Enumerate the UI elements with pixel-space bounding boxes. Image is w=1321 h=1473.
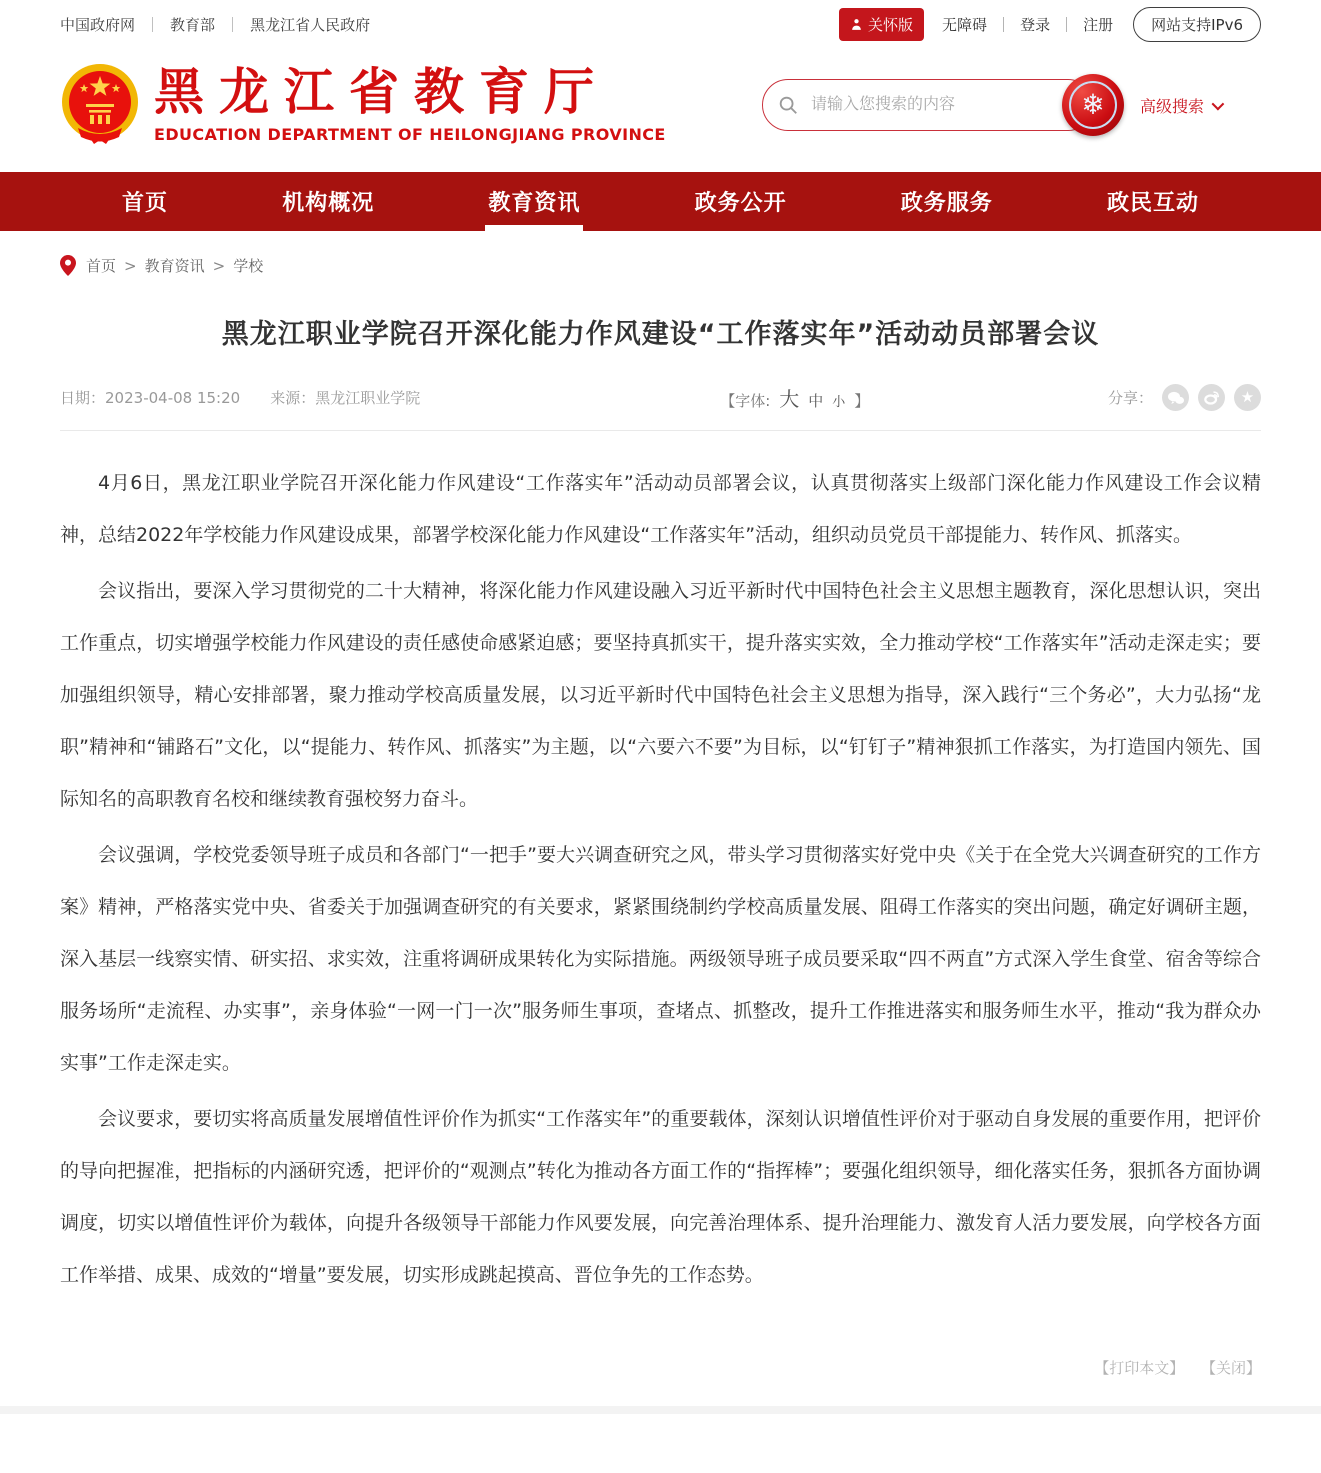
site-title: 黑龙江省教育厅: [154, 62, 609, 121]
font-size-large-button[interactable]: 大: [779, 387, 800, 411]
link-ministry-education[interactable]: 教育部: [170, 15, 216, 34]
location-pin-icon: [60, 255, 76, 276]
search-input[interactable]: [762, 79, 1094, 131]
source-label: 来源：: [270, 389, 316, 407]
breadcrumb-separator: >: [212, 256, 226, 275]
article-body: [60, 457, 1261, 1301]
article-date: 2023-04-08 15:20: [105, 388, 241, 407]
date-label: 日期：: [60, 389, 106, 407]
site-logo[interactable]: [60, 62, 666, 148]
breadcrumb-home[interactable]: 首页: [86, 257, 117, 275]
article-source: 黑龙江职业学院: [315, 389, 421, 407]
article-meta-bar: [60, 383, 1261, 431]
site-title-block: [154, 62, 666, 145]
primary-nav: [0, 172, 1321, 231]
nav-item-organization[interactable]: 机构概况: [282, 191, 375, 216]
ipv6-support-badge[interactable]: 网站支持IPv6: [1133, 7, 1261, 42]
gov-links: [60, 14, 370, 35]
site-header: [60, 48, 1261, 172]
top-utility-bar: [60, 0, 1261, 48]
link-heilongjiang-gov[interactable]: 黑龙江省人民政府: [250, 15, 371, 34]
font-widget-open: 【字体:: [720, 392, 771, 410]
snowflake-icon: ❄: [1069, 81, 1117, 129]
nav-item-public-interaction[interactable]: 政民互动: [1106, 191, 1199, 216]
article-paragraph: 会议要求，要切实将高质量发展增值性评价作为抓实“工作落实年”的重要载体，深刻认识增值性评价对于驱动自身发展的重要作用，把评价的导向把握准，把指标的内涵研究透，把评价的“观测点”转化为推动各方面工作的“指挥棒”；要强化组织领导，细化落实任务，狠抓各方面协调调度，切实以增值性评价为载体，向提升各级领导干部能力作风要发展，向完善治理体系、提升治理能力、激发育人活力要发展，向学校各方面工作举措、成果、成效的“增量”要发展，切实形成跳起摸高、晋位争先的工作态势。: [60, 1108, 1261, 1286]
article-title: 黑龙江职业学院召开深化能力作风建设“工作落实年”活动动员部署会议: [221, 319, 1100, 350]
site-subtitle: EDUCATION DEPARTMENT OF HEILONGJIANG PROVINCE: [154, 125, 666, 145]
accessibility-link[interactable]: 无障碍: [942, 15, 988, 34]
article: [60, 312, 1261, 1378]
link-separator: ｜: [225, 15, 241, 34]
chevron-down-icon: [1212, 97, 1225, 110]
wechat-icon[interactable]: [1162, 384, 1189, 411]
article-paragraph: 会议强调，学校党委领导班子成员和各部门“一把手”要大兴调查研究之风，带头学习贯彻落实好党中央《关于在全党大兴调查研究的工作方案》精神，严格落实党中央、省委关于加强调查研究的有关要求，紧紧围绕制约学校高质量发展、阻碍工作落实的突出问题，确定好调研主题，深入基层一线察实情、研实招、求实效，注重将调研成果转化为实际措施。两级领导班子成员要采取“四不两直”方式深入学生食堂、宿舍等综合服务场所“走流程、办实事”，亲身体验“一网一门一次”服务师生事项，查堵点、抓整改，提升工作推进落实和服务师生水平，推动“我为群众办实事”工作走深走实。: [60, 844, 1261, 1074]
breadcrumb: [60, 255, 1261, 276]
weibo-icon[interactable]: [1198, 384, 1225, 411]
share-label: 分享：: [1107, 389, 1153, 407]
nav-item-education-news[interactable]: 教育资讯: [488, 172, 580, 231]
advanced-search-label: 高级搜索: [1139, 96, 1204, 116]
nav-item-gov-services[interactable]: 政务服务: [900, 191, 993, 216]
font-size-medium-button[interactable]: 中: [808, 392, 824, 410]
national-emblem-logo: [60, 62, 140, 148]
font-widget-close: 】: [854, 392, 870, 410]
person-icon: [850, 18, 863, 31]
link-china-gov[interactable]: 中国政府网: [60, 15, 136, 34]
breadcrumb-separator: >: [124, 256, 137, 275]
font-size-widget: [720, 383, 869, 412]
nav-item-gov-disclosure[interactable]: 政务公开: [694, 191, 787, 216]
nav-item-home[interactable]: 首页: [122, 191, 169, 216]
divider: ｜: [996, 15, 1012, 34]
article-paragraph: 4月6日，黑龙江职业学院召开深化能力作风建设“工作落实年”活动动员部署会议，认真贯彻落实上级部门深化能力作风建设工作会议精神，总结2022年学校能力作风建设成果，部署学校深化能力作风建设“工作落实年”活动，组织动员党员干部提能力、转作风、抓落实。: [60, 472, 1261, 546]
magnifier-icon: [777, 94, 799, 120]
search-box: [762, 79, 1105, 131]
breadcrumb-education-news[interactable]: 教育资讯: [144, 257, 205, 275]
search-submit-button[interactable]: [1062, 74, 1124, 136]
search-area: [762, 79, 1261, 131]
account-links: [839, 7, 1261, 42]
page-footer-edge: [0, 1406, 1321, 1414]
print-article-button[interactable]: 【打印本文】: [1094, 1359, 1185, 1377]
close-article-button[interactable]: 【关闭】: [1200, 1359, 1261, 1377]
care-version-button[interactable]: [839, 8, 924, 41]
share-bar: [1108, 384, 1261, 411]
star-icon[interactable]: ★: [1234, 384, 1261, 411]
article-footer-actions: [60, 1357, 1261, 1378]
login-link[interactable]: 登录: [1020, 15, 1051, 34]
article-paragraph: 会议指出，要深入学习贯彻党的二十大精神，将深化能力作风建设融入习近平新时代中国特色社会主义思想主题教育，深化思想认识，突出工作重点，切实增强学校能力作风建设的责任感使命感紧迫感；要坚持真抓实干，提升落实实效，全力推动学校“工作落实年”活动走深走实；要加强组织领导，精心安排部署，聚力推动学校高质量发展，以习近平新时代中国特色社会主义思想为指导，深入践行“三个务必”，大力弘扬“龙职”精神和“铺路石”文化，以“提能力、转作风、抓落实”为主题，以“六要六不要”为目标，以“钉钉子”精神狠抓工作落实，为打造国内领先、国际知名的高职教育名校和继续教育强校努力奋斗。: [60, 580, 1261, 810]
care-version-label: 关怀版: [868, 16, 914, 34]
advanced-search-link[interactable]: [1140, 94, 1221, 117]
divider: ｜: [1059, 15, 1075, 34]
register-link[interactable]: 注册: [1083, 15, 1114, 34]
breadcrumb-school[interactable]: 学校: [233, 257, 264, 275]
link-separator: ｜: [145, 15, 161, 34]
font-size-small-button[interactable]: 小: [832, 395, 846, 410]
